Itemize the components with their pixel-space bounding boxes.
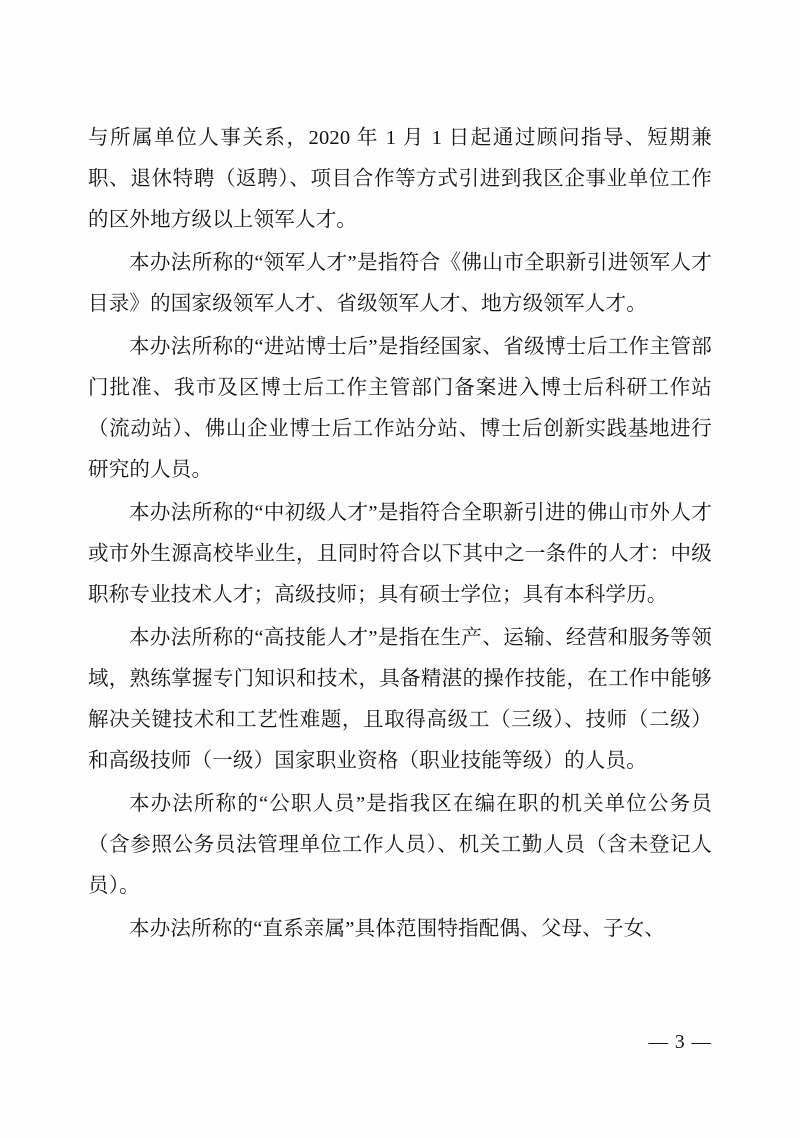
page-body-text bbox=[88, 118, 712, 952]
paragraph: 与所属单位人事关系，2020 年 1 月 1 日起通过顾问指导、短期兼职、退休特聘（返聘）、项目合作等方式引进到我区企事业单位工作的区外地方级以上领军人才。 bbox=[88, 127, 712, 231]
paragraph: 本办法所称的“中初级人才”是指符合全职新引进的佛山市外人才或市外生源高校毕业生，且同时符合以下其中之一条件的人才：中级职称专业技术人才；高级技师；具有硕士学位；具有本科学历。 bbox=[88, 502, 712, 606]
paragraph: 本办法所称的“高技能人才”是指在生产、运输、经营和服务等领域，熟练掌握专门知识和技术，具备精湛的操作技能，在工作中能够解决关键技术和工艺性难题，且取得高级工（三级）、技师（二级）和高级技师（一级）国家职业资格（职业技能等级）的人员。 bbox=[88, 627, 712, 772]
paragraph: 本办法所称的“进站博士后”是指经国家、省级博士后工作主管部门批准、我市及区博士后工作主管部门备案进入博士后科研工作站（流动站）、佛山企业博士后工作站分站、博士后创新实践基地进行研究的人员。 bbox=[88, 336, 712, 481]
paragraph: 本办法所称的“直系亲属”具体范围特指配偶、父母、子女、 bbox=[129, 918, 666, 940]
paragraph: 本办法所称的“公职人员”是指我区在编在职的机关单位公务员（含参照公务员法管理单位工作人员）、机关工勤人员（含未登记人员）。 bbox=[88, 793, 712, 897]
paragraph: 本办法所称的“领军人才”是指符合《佛山市全职新引进领军人才目录》的国家级领军人才、省级领军人才、地方级领军人才。 bbox=[88, 252, 712, 315]
page-number: — 3 — bbox=[648, 1032, 712, 1053]
